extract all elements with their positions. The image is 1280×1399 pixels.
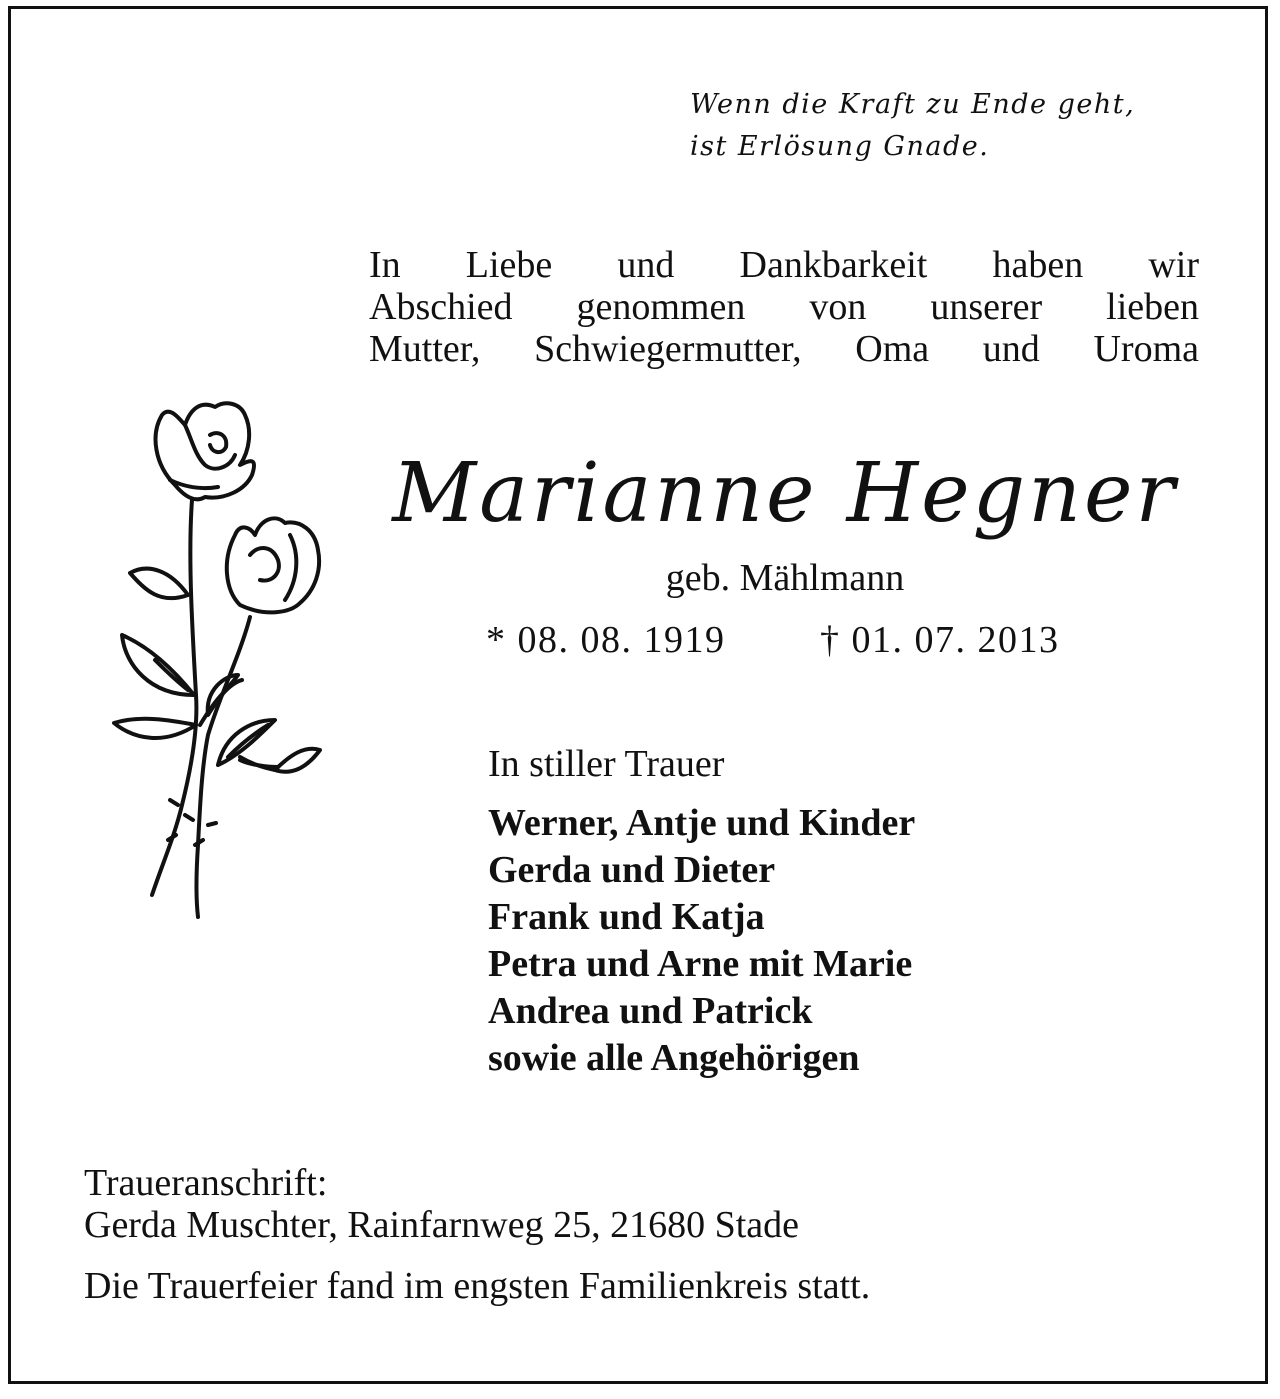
address-value: Gerda Muschter, Rainfarnweg 25, 21680 Stade	[84, 1204, 800, 1246]
ceremony-note: Die Trauerfeier fand im engsten Familienkreis statt.	[84, 1265, 871, 1307]
motto-quote	[690, 84, 1210, 168]
mourners-list	[488, 800, 915, 1082]
rose-drawing-icon	[100, 395, 340, 925]
list-item: sowie alle Angehörigen	[488, 1037, 860, 1079]
intro-text	[369, 244, 1199, 370]
list-item: Frank und Katja	[488, 896, 765, 938]
intro-line: Mutter, Schwiegermutter, Oma und Uroma	[369, 328, 1199, 370]
birth-date: * 08. 08. 1919	[486, 619, 726, 661]
motto-line: ist Erlösung Gnade.	[690, 131, 990, 162]
list-item: Andrea und Patrick	[488, 990, 813, 1032]
motto-line: Wenn die Kraft zu Ende geht,	[690, 89, 1136, 120]
deceased-name: Marianne Hegner	[392, 446, 1178, 541]
mourning-label: In stiller Trauer	[488, 743, 725, 785]
mourning-address	[84, 1162, 799, 1246]
list-item: Werner, Antje und Kinder	[488, 802, 916, 844]
birth-name: geb. Mählmann	[665, 557, 905, 599]
intro-line: In Liebe und Dankbarkeit haben wir	[369, 244, 1199, 286]
list-item: Gerda und Dieter	[488, 849, 776, 891]
address-label: Traueranschrift:	[84, 1162, 328, 1204]
intro-line: Abschied genommen von unserer lieben	[369, 286, 1199, 328]
death-date: † 01. 07. 2013	[820, 619, 1060, 661]
list-item: Petra und Arne mit Marie	[488, 943, 913, 985]
